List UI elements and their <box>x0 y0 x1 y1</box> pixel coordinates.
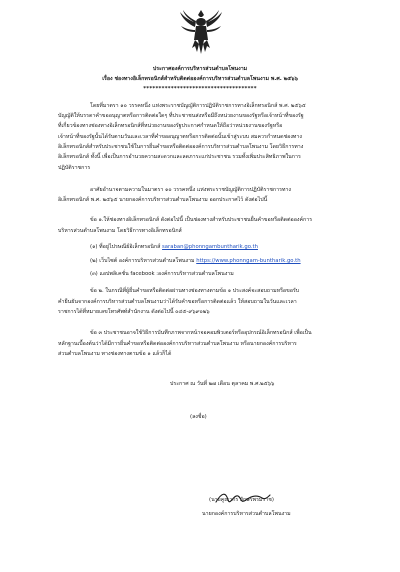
text-line: ส่วนตำบลโพนงาม ทางช่องทางตามข้อ ๑ แล้วก็ได้ <box>58 351 172 357</box>
website-link[interactable]: https://www.phonngam-buntharik.go.th <box>196 258 301 264</box>
text-line: หลักฐานเบื้องต้นว่าได้มีการยื่นคำขอหรือติดต่อองค์การบริหารส่วนตำบลโพนงาม หรือนายกองค์การบริหาร <box>58 341 297 347</box>
signer-name: (นายคูณากร ยักษรพรมราช) <box>209 497 274 503</box>
announcement-title: ประกาศองค์การบริหารส่วนตำบลโพนงาม <box>152 66 248 72</box>
text-line: คำยืนยันจากองค์การบริหารส่วนตำบลโพนงามว่าได้รับคำขอหรือการติดต่อแล้ว ให้สอบถามในวันและเวลา <box>58 299 297 305</box>
list-item-facebook: (๓) แอปพลิเคชั่น facebook :องค์การบริหารส่วนตำบลโพนงาม <box>90 271 234 277</box>
text-line: อิเล็กทรอนิกส์ ทั้งนี้ เพื่อเป็นการอำนวยความสะดวกและลดภาระแก่ประชาชน รวมทั้งเพิ่มประสิทธิภาพในการ <box>58 154 301 160</box>
text-line: บัญญัติให้บรรดาคำขออนุญาตหรือการติดต่อใดๆ ที่ประชาชนส่งหรือมีถึงหน่วยงานของรัฐหรือเจ้าหน้าที่ของรัฐ <box>58 113 304 119</box>
list-item-email <box>90 244 258 251</box>
text-line: เจ้าหน้าที่ของรัฐนั้นได้รับตามวันและเวลาที่คำขออนุญาตหรือการติดต่อนั้นเข้าสู่ระบบ สมควรกำหนดช่องทาง <box>58 134 302 140</box>
text-line: ข้อ ๓ ประชาชนอาจใช้วิธีการบันทึกภาพจากหน้าจอคอมพิวเตอร์หรืออุปกรณ์อิเล็กทรอนิกส์ เพื่อเป็น <box>90 330 312 336</box>
signer-position: นายกองค์การบริหารส่วนตำบลโพนงาม <box>202 511 291 517</box>
garuda-emblem-icon <box>178 8 224 56</box>
item-label: (๑) ที่อยู่ไปรษณีย์อิเล็กทรอนิกส์ <box>90 244 163 250</box>
text-line: ข้อ ๒. ในกรณีที่ผู้ยื่นคำขอหรือติดต่อผ่านทางช่องทางตามข้อ ๑ ประสงค์จะสอบถามหรือขอรับ <box>90 288 300 294</box>
text-line: ราชการได้ที่หมายเลขโทรศัพท์สำนักงาน ดังต่อไปนี้ ๐๔๕-๙๖๙๐๒๖ <box>58 309 210 315</box>
text-line: ที่เกี่ยวข้องทางช่องทางอิเล็กทรอนิกส์ที่หน่วยงานของรัฐประกาศกำหนดให้ถือว่าหน่วยงานของรัฐหรือ <box>58 123 283 129</box>
text-line: โดยที่มาตรา ๑๐ วรรคหนึ่ง แห่งพระราชบัญญัติการปฏิบัติราชการทางอิเล็กทรอนิกส์ พ.ศ. ๒๕๖๕ <box>90 103 306 109</box>
text-line: อาศัยอำนาจตามความในมาตรา ๑๐ วรรคหนึ่ง แห่งพระราชบัญญัติการปฏิบัติราชการทาง <box>90 187 292 193</box>
announcement-date: ประกาศ ณ วันที่ ๒๗ เดือน ตุลาคม พ.ศ.๒๕๖๖ <box>170 381 275 387</box>
text-line: อิเล็กทรอนิกส์ พ.ศ. ๒๕๖๕ นายกองค์การบริหารส่วนตำบลโพนงาม ออกประกาศไว้ ดังต่อไปนี้ <box>58 197 268 203</box>
announcement-subject: เรื่อง ช่องทางอิเล็กทรอนิกส์สำหรับติดต่อองค์การบริหารส่วนตำบลโพนงาม พ.ศ. ๒๕๖๖ <box>102 76 298 82</box>
text-line: บริหารส่วนตำบลโพนงาม โดยวิธีการทางอิเล็กทรอนิกส์ <box>58 228 182 234</box>
star-separator: ************************************* <box>143 86 257 92</box>
text-line: ปฏิบัติราชการ <box>58 165 91 171</box>
email-link[interactable]: saraban@phonngambuntharik.go.th <box>162 244 258 250</box>
list-item-website <box>90 258 301 265</box>
signature-label: (ลงชื่อ) <box>190 414 207 420</box>
text-line: ข้อ ๑.ให้ช่องทางอิเล็กทรอนิกส์ ดังต่อไปนี้ เป็นช่องทางสำหรับประชาชนยื่นคำขอหรือติดต่อองค์การ <box>90 217 313 223</box>
text-line: อิเล็กทรอนิกส์สำหรับประชาชนใช้ในการยื่นคำขอหรือติดต่อองค์การบริหารส่วนตำบลโพนงาม โดยวิธีการทาง <box>58 144 304 150</box>
item-label: (๒) เว็บไซต์ องค์การบริหารส่วนตำบลโพนงาม <box>90 258 197 264</box>
